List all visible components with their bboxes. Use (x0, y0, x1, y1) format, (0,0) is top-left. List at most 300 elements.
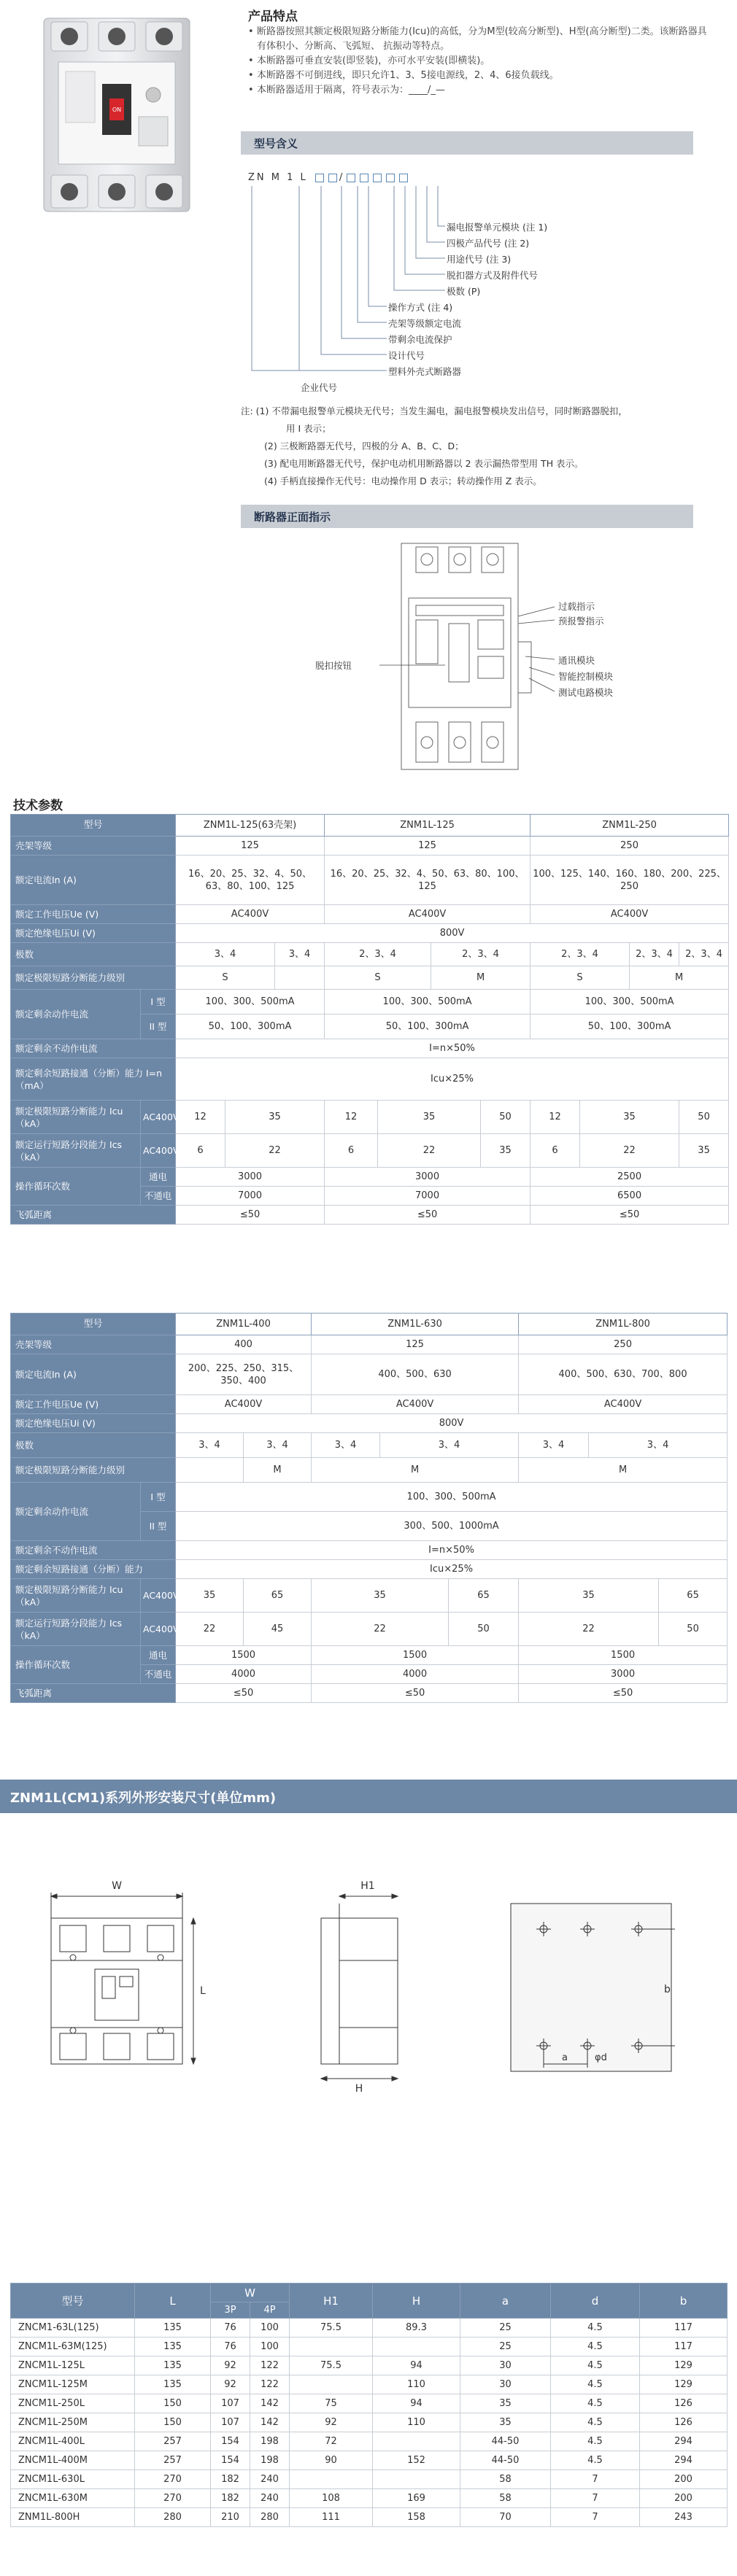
dims-cell: 100 (250, 2338, 290, 2356)
legend-item: 操作方式 (注 4) (388, 302, 453, 313)
spec-header-col: ZNM1L-250 (530, 815, 729, 837)
code-box (315, 174, 324, 182)
spec-header-model: 型号 (11, 815, 176, 837)
dims-cell: 108 (290, 2489, 373, 2508)
dims-cell: 107 (211, 2394, 250, 2413)
dims-cell: 7 (551, 2470, 640, 2489)
spec-cell: AC400V (312, 1395, 519, 1414)
dims-cell: 117 (640, 2338, 728, 2356)
dims-cell: 30 (460, 2356, 551, 2375)
dims-model-cell: ZNCM1L-400M (11, 2451, 135, 2470)
dims-cell (290, 2338, 373, 2356)
note-line: 注: (1) 不带漏电报警单元模块无代号；当发生漏电，漏电报警模块发出信号，同时断路器脱扣， (241, 406, 628, 416)
spec-cell: 100、125、140、160、180、200、225、250 (530, 856, 729, 905)
note-line: (3) 配电用断路器无代号，保护电动机用断路器以 2 表示漏热带型用 TH 表示。 (264, 458, 584, 469)
table-row (11, 2451, 728, 2470)
spec-label: 额定工作电压Ue (V) (11, 905, 176, 924)
spec-cell: 2、3、4 (630, 943, 679, 966)
spec-cell: 3、4 (244, 1433, 312, 1458)
spec-table-1 (10, 814, 729, 1225)
dims-cell: 142 (250, 2413, 290, 2432)
table-row (11, 2413, 728, 2432)
dims-cell: 122 (250, 2375, 290, 2394)
dims-cell: 4.5 (551, 2375, 640, 2394)
spec-header-model: 型号 (11, 1314, 176, 1335)
spec-cell: AC400V (519, 1395, 728, 1414)
spec-cell: AC400V (176, 1395, 312, 1414)
legend-item: 极数 (P) (447, 286, 481, 297)
spec-cell: 50 (679, 1101, 729, 1134)
spec-label: 操作循环次数 (11, 1168, 141, 1206)
dims-model-cell: ZNCM1L-630M (11, 2489, 135, 2508)
dims-cell (373, 2432, 460, 2451)
spec-cell: 4000 (312, 1665, 519, 1684)
dims-body (11, 2319, 728, 2527)
dims-cell: 257 (135, 2432, 211, 2451)
dims-cell: 110 (373, 2413, 460, 2432)
dim-label-w: W (112, 1880, 122, 1892)
spec-cell: M (312, 1458, 519, 1483)
spec-cell: 35 (580, 1101, 679, 1134)
spec-cell: 35 (679, 1134, 729, 1168)
spec-header-col: ZNM1L-630 (312, 1314, 519, 1335)
dim-label-h: H (355, 2083, 363, 2093)
spec-cell: 2、3、4 (530, 943, 630, 966)
spec-cell: 16、20、25、32、4、50、63、80、100、125 (325, 856, 530, 905)
spec-sublabel: II 型 (141, 1015, 176, 1039)
dims-cell: 75.5 (290, 2319, 373, 2338)
svg-text:ON: ON (112, 106, 122, 113)
model-meaning-title: 型号含义 (241, 131, 693, 155)
dims-cell: 35 (460, 2394, 551, 2413)
spec-cell (176, 1458, 244, 1483)
dims-model-cell: ZNCM1L-63M(125) (11, 2338, 135, 2356)
spec-cell: 3000 (325, 1168, 530, 1187)
spec-label: 壳架等级 (11, 1335, 176, 1354)
spec-label: 额定极限短路分断能力级别 (11, 966, 176, 990)
code-box (373, 174, 382, 182)
dims-cell: 182 (211, 2470, 250, 2489)
spec-cell: Icu×25% (176, 1560, 728, 1579)
spec-cell: 2、3、4 (431, 943, 530, 966)
dims-cell: 200 (640, 2489, 728, 2508)
spec-cell: 65 (659, 1579, 728, 1613)
spec-label: 额定剩余短路接通（分断）能力 (11, 1560, 176, 1579)
note-line: (4) 手柄直接操作无代号：电动操作用 D 表示；转动操作用 Z 表示。 (264, 476, 542, 486)
spec-cell: 22 (580, 1134, 679, 1168)
spec-cell: 125 (325, 837, 530, 856)
dims-cell: 152 (373, 2451, 460, 2470)
spec-cell: 3、4 (380, 1433, 519, 1458)
legend-item: 壳架等级额定电流 (388, 318, 462, 329)
table-row (11, 2470, 728, 2489)
spec-cell: 50 (449, 1613, 519, 1646)
spec-cell: 35 (519, 1579, 659, 1613)
dims-model-cell: ZNCM1L-250M (11, 2413, 135, 2432)
spec-cell: 3、4 (589, 1433, 728, 1458)
spec-cell: 2、3、4 (325, 943, 431, 966)
dims-header: L (135, 2284, 211, 2319)
dims-model-cell: ZNM1L-800H (11, 2508, 135, 2527)
spec-sublabel: AC400V (141, 1101, 176, 1134)
features-title: 产品特点 (248, 9, 298, 24)
spec-sublabel: 通电 (141, 1168, 176, 1187)
dims-cell: 94 (373, 2394, 460, 2413)
spec-cell: 800V (176, 1414, 728, 1433)
dims-cell: 240 (250, 2489, 290, 2508)
dims-header: H1 (290, 2284, 373, 2319)
dim-label-d: φd (595, 2052, 607, 2063)
spec-cell: 125 (176, 837, 325, 856)
dims-header: 型号 (11, 2284, 135, 2319)
code-box (386, 174, 395, 182)
feature-item: • 断路器按照其额定极限短路分断能力(Icu)的高低，分为M型(较高分断型)、H型(高分断型)二类。该断路器具有体积小、分断高、飞弧短、 抗振动等特点。 (248, 25, 715, 54)
dimensions-table (10, 2283, 728, 2527)
spec-cell: 35 (481, 1134, 530, 1168)
spec-cell: 1500 (312, 1646, 519, 1665)
tech-title: 技术参数 (13, 799, 63, 813)
spec-cell: 800V (176, 924, 729, 943)
spec-label: 额定运行短路分段能力 Ics（kA） (11, 1613, 141, 1646)
spec-cell: Icu×25% (176, 1058, 729, 1101)
legend-item: 四极产品代号 (注 2) (447, 238, 530, 249)
dims-cell: 198 (250, 2451, 290, 2470)
dims-cell: 126 (640, 2413, 728, 2432)
dims-header: W (211, 2284, 290, 2303)
dims-cell: 72 (290, 2432, 373, 2451)
dims-model-cell: ZNCM1L-630L (11, 2470, 135, 2489)
spec-cell: AC400V (325, 905, 530, 924)
spec-cell: 6 (530, 1134, 580, 1168)
dim-label-b: b (664, 1984, 671, 1995)
dims-cell: 270 (135, 2470, 211, 2489)
spec-label: 额定剩余动作电流 (11, 1483, 141, 1541)
model-code: ZN M 1 L / (248, 172, 410, 183)
dims-cell: 169 (373, 2489, 460, 2508)
note-line: (2) 三极断路器无代号，四极的分 A、B、C、D； (264, 441, 464, 451)
spec-cell: 6 (325, 1134, 378, 1168)
dims-cell: 7 (551, 2508, 640, 2527)
dim-label-l: L (200, 1985, 206, 1997)
model-notes (241, 403, 722, 490)
spec-cell: 400、500、630、700、800 (519, 1354, 728, 1395)
dims-model-cell: ZNCM1L-125M (11, 2375, 135, 2394)
spec-cell: 3、4 (275, 943, 325, 966)
spec-cell: 1500 (519, 1646, 728, 1665)
front-panel-title: 断路器正面指示 (241, 505, 693, 528)
dims-cell: 70 (460, 2508, 551, 2527)
spec-cell: 22 (176, 1613, 244, 1646)
table-row (11, 2319, 728, 2338)
spec-cell: 12 (530, 1101, 580, 1134)
dims-cell: 94 (373, 2356, 460, 2375)
dims-cell: 110 (373, 2375, 460, 2394)
spec-label: 额定剩余短路接通（分断）能力 I=n（mA） (11, 1058, 176, 1101)
spec-cell (275, 966, 325, 990)
spec-cell: S (530, 966, 630, 990)
dims-model-cell: ZNCM1L-250L (11, 2394, 135, 2413)
breaker-product-image (29, 15, 208, 215)
spec-label: 额定绝缘电压Ui (V) (11, 1414, 176, 1433)
spec-cell: ≤50 (325, 1206, 530, 1225)
dims-cell: 35 (460, 2413, 551, 2432)
dims-cell: 126 (640, 2394, 728, 2413)
spec-cell: 3、4 (519, 1433, 589, 1458)
spec-cell: 400、500、630 (312, 1354, 519, 1395)
dim-label-a: a (562, 2052, 568, 2063)
dims-cell: 243 (640, 2508, 728, 2527)
spec-cell: 2500 (530, 1168, 729, 1187)
spec-cell: AC400V (530, 905, 729, 924)
table-row (11, 2356, 728, 2375)
spec-header-col: ZNM1L-800 (519, 1314, 728, 1335)
spec-sublabel: 不通电 (141, 1187, 176, 1206)
dims-cell: 257 (135, 2451, 211, 2470)
dims-cell: 240 (250, 2470, 290, 2489)
dims-cell: 75 (290, 2394, 373, 2413)
spec-sublabel: AC400V (141, 1613, 176, 1646)
spec-cell: ≤50 (176, 1684, 312, 1703)
spec-cell: 100、300、500mA (325, 990, 530, 1015)
spec-label: 额定极限短路分断能力级别 (11, 1458, 176, 1483)
spec-cell: S (325, 966, 431, 990)
legend-item: 企业代号 (301, 382, 338, 393)
code-box (399, 174, 408, 182)
dims-cell: 117 (640, 2319, 728, 2338)
dims-cell (290, 2470, 373, 2489)
spec-cell: 3、4 (176, 943, 275, 966)
dims-cell: 135 (135, 2356, 211, 2375)
spec-cell: I=n×50% (176, 1039, 729, 1058)
dims-cell: 92 (211, 2356, 250, 2375)
spec-cell: 12 (176, 1101, 225, 1134)
dims-cell: 92 (211, 2375, 250, 2394)
spec-cell: M (431, 966, 530, 990)
dims-cell: 158 (373, 2508, 460, 2527)
legend-item: 设计代号 (388, 350, 425, 361)
dims-subheader: 4P (250, 2303, 290, 2319)
callout-smart-control: 智能控制模块 (558, 671, 614, 682)
dims-cell: 92 (290, 2413, 373, 2432)
spec-label: 额定运行短路分段能力 Ics（kA） (11, 1134, 141, 1168)
spec-header-col: ZNM1L-125(63壳架) (176, 815, 325, 837)
dims-cell: 4.5 (551, 2338, 640, 2356)
dims-cell: 200 (640, 2470, 728, 2489)
spec-cell: 22 (312, 1613, 449, 1646)
callout-comm-module: 通讯模块 (558, 655, 595, 666)
spec-cell: 22 (225, 1134, 325, 1168)
spec-label: 额定极限短路分断能力 Icu（kA） (11, 1579, 141, 1613)
dims-cell: 44-50 (460, 2432, 551, 2451)
dims-cell: 4.5 (551, 2394, 640, 2413)
spec-cell: 35 (378, 1101, 481, 1134)
dims-cell: 135 (135, 2338, 211, 2356)
dims-model-cell: ZNCM1L-400L (11, 2432, 135, 2451)
spec-cell: 100、300、500mA (530, 990, 729, 1015)
dims-cell: 25 (460, 2319, 551, 2338)
dims-cell: 154 (211, 2451, 250, 2470)
spec-cell: 3、4 (312, 1433, 380, 1458)
spec-label: 额定极限短路分断能力 Icu（kA） (11, 1101, 141, 1134)
legend-item: 带剩余电流保护 (388, 334, 452, 345)
spec-cell: 300、500、1000mA (176, 1512, 728, 1541)
spec-cell: 50 (481, 1101, 530, 1134)
code-box (328, 174, 337, 182)
spec-cell: ≤50 (519, 1684, 728, 1703)
dims-cell: 154 (211, 2432, 250, 2451)
dims-cell: 4.5 (551, 2432, 640, 2451)
dims-cell: 280 (135, 2508, 211, 2527)
spec-cell: I=n×50% (176, 1541, 728, 1560)
spec-cell: 16、20、25、32、4、50、63、80、100、125 (176, 856, 325, 905)
mounting-drawing (503, 1874, 693, 2093)
spec-cell: ≤50 (176, 1206, 325, 1225)
table-row (11, 2508, 728, 2527)
callout-overload: 过载指示 (558, 601, 595, 612)
side-view-drawing (306, 1874, 423, 2093)
spec-label: 额定剩余不动作电流 (11, 1541, 176, 1560)
dims-cell: 280 (250, 2508, 290, 2527)
spec-label: 飞弧距离 (11, 1684, 176, 1703)
spec-cell: 200、225、250、315、350、400 (176, 1354, 312, 1395)
spec-table-2 (10, 1313, 728, 1703)
dims-cell: 129 (640, 2375, 728, 2394)
dims-header: d (551, 2284, 640, 2319)
dims-cell: 75.5 (290, 2356, 373, 2375)
dimensions-title: ZNM1L(CM1)系列外形安装尺寸(单位mm) (0, 1780, 737, 1813)
spec-label: 额定绝缘电压Ui (V) (11, 924, 176, 943)
spec-cell: 400 (176, 1335, 312, 1354)
spec-cell: 4000 (176, 1665, 312, 1684)
spec-sublabel: 通电 (141, 1646, 176, 1665)
dims-cell: 150 (135, 2413, 211, 2432)
spec-cell: 2、3、4 (679, 943, 729, 966)
code-box (360, 174, 368, 182)
spec-cell: 65 (449, 1579, 519, 1613)
spec-cell: 250 (530, 837, 729, 856)
table-row (11, 2375, 728, 2394)
legend-item: 用途代号 (注 3) (447, 254, 512, 265)
dims-cell: 7 (551, 2489, 640, 2508)
spec-sublabel: AC400V (141, 1134, 176, 1168)
spec-cell: 50、100、300mA (325, 1015, 530, 1039)
spec-cell: 7000 (176, 1187, 325, 1206)
spec-label: 极数 (11, 943, 176, 966)
dims-cell: 44-50 (460, 2451, 551, 2470)
dims-cell (373, 2338, 460, 2356)
dims-cell (373, 2470, 460, 2489)
dims-cell: 76 (211, 2338, 250, 2356)
spec-cell: M (519, 1458, 728, 1483)
spec-cell: ≤50 (530, 1206, 729, 1225)
dims-cell: 122 (250, 2356, 290, 2375)
dims-cell: 30 (460, 2375, 551, 2394)
spec-cell: 12 (325, 1101, 378, 1134)
dims-cell: 150 (135, 2394, 211, 2413)
spec-label: 额定剩余动作电流 (11, 990, 141, 1039)
dims-cell: 4.5 (551, 2356, 640, 2375)
spec-cell: 6 (176, 1134, 225, 1168)
legend-item: 塑料外壳式断路器 (388, 366, 462, 377)
spec-cell: 35 (312, 1579, 449, 1613)
spec-cell: 35 (225, 1101, 325, 1134)
dims-model-cell: ZNCM1-63L(125) (11, 2319, 135, 2338)
dims-cell: 198 (250, 2432, 290, 2451)
spec-cell: 22 (378, 1134, 481, 1168)
dims-cell: 76 (211, 2319, 250, 2338)
dims-cell: 100 (250, 2319, 290, 2338)
spec-cell: 3、4 (176, 1433, 244, 1458)
legend-item: 脱扣器方式及附件代号 (447, 270, 539, 281)
callout-test-circuit: 测试电路模块 (558, 687, 614, 698)
spec-cell: 22 (519, 1613, 659, 1646)
table-row (11, 2338, 728, 2356)
dims-cell: 4.5 (551, 2451, 640, 2470)
spec-cell: 3000 (176, 1168, 325, 1187)
spec-cell: 45 (244, 1613, 312, 1646)
feature-item: • 本断路器不可倒进线，即只允许1、3、5接电源线，2、4、6接负载线。 (248, 69, 715, 83)
spec-label: 飞弧距离 (11, 1206, 176, 1225)
spec-label: 额定电流In (A) (11, 1354, 176, 1395)
dims-header: b (640, 2284, 728, 2319)
spec-cell: ≤50 (312, 1684, 519, 1703)
spec-label: 极数 (11, 1433, 176, 1458)
spec-sublabel: II 型 (141, 1512, 176, 1541)
callout-prewarning: 预报警指示 (558, 616, 604, 626)
table-row (11, 2394, 728, 2413)
features-list (248, 25, 715, 98)
dims-cell: 58 (460, 2470, 551, 2489)
dims-cell: 270 (135, 2489, 211, 2508)
spec-cell: 125 (312, 1335, 519, 1354)
spec-cell: 250 (519, 1335, 728, 1354)
spec-cell: 3000 (519, 1665, 728, 1684)
spec-cell: 100、300、500mA (176, 1483, 728, 1512)
table-row (11, 2432, 728, 2451)
spec-sublabel: 不通电 (141, 1665, 176, 1684)
dims-subheader: 3P (211, 2303, 250, 2319)
dims-cell: 135 (135, 2319, 211, 2338)
spec-header-col: ZNM1L-125 (325, 815, 530, 837)
dims-model-cell: ZNCM1L-125L (11, 2356, 135, 2375)
callout-trip-button: 脱扣按钮 (315, 660, 352, 671)
spec-cell: M (630, 966, 729, 990)
feature-item: • 本断路器可垂直安装(即竖装)，亦可水平安装(即横装)。 (248, 54, 715, 69)
model-code-prefix: ZN M 1 L (248, 172, 308, 183)
spec-header-col: ZNM1L-400 (176, 1314, 312, 1335)
spec-cell: 50、100、300mA (530, 1015, 729, 1039)
spec-cell: 50、100、300mA (176, 1015, 325, 1039)
dims-cell: 294 (640, 2451, 728, 2470)
spec-cell: 100、300、500mA (176, 990, 325, 1015)
dim-label-h1: H1 (360, 1880, 375, 1892)
dims-cell: 294 (640, 2432, 728, 2451)
spec-sublabel: AC400V (141, 1579, 176, 1613)
spec-cell: 7000 (325, 1187, 530, 1206)
spec-label: 额定电流In (A) (11, 856, 176, 905)
dims-header: a (460, 2284, 551, 2319)
spec-sublabel: I 型 (141, 990, 176, 1015)
dims-cell: 210 (211, 2508, 250, 2527)
table-row (11, 2489, 728, 2508)
spec-label: 操作循环次数 (11, 1646, 141, 1684)
front-view-drawing (44, 1874, 219, 2093)
feature-item: • 本断路器适用于隔离，符号表示为：____/_— (248, 83, 715, 98)
spec-cell: 50 (659, 1613, 728, 1646)
spec-cell: 35 (176, 1579, 244, 1613)
spec-cell: 1500 (176, 1646, 312, 1665)
spec-cell: S (176, 966, 275, 990)
